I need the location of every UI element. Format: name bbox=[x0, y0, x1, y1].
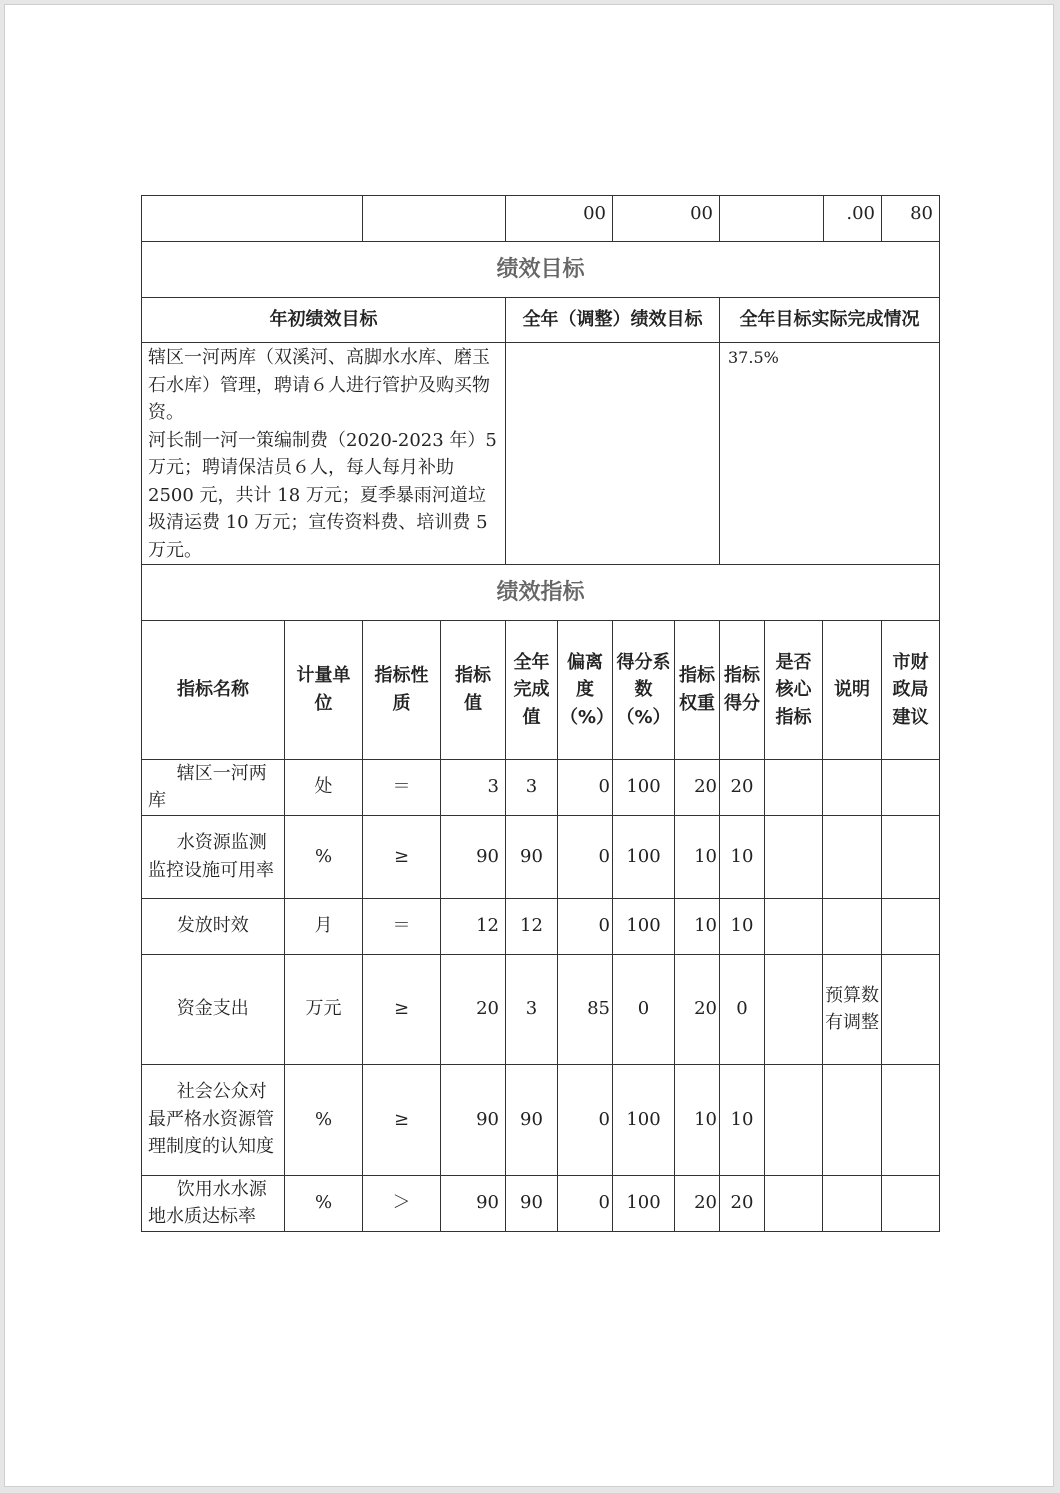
cell-indicator-name: 饮用水水源地水质达标率 bbox=[142, 1175, 285, 1231]
cell-advice bbox=[882, 759, 940, 815]
cell-score: 10 bbox=[720, 815, 765, 898]
cell-advice bbox=[882, 898, 940, 954]
cell-score: 20 bbox=[720, 759, 765, 815]
section-title-indicators: 绩效指标 bbox=[142, 565, 940, 621]
col-header-nature: 指标性质 bbox=[363, 621, 441, 759]
cont-cell-7: 80 bbox=[882, 196, 940, 242]
cont-cell-2 bbox=[363, 196, 506, 242]
cell-core-flag bbox=[765, 898, 823, 954]
cell-coefficient: 100 bbox=[613, 1175, 675, 1231]
cont-cell-1 bbox=[142, 196, 363, 242]
col-header-weight: 指标权重 bbox=[675, 621, 720, 759]
cell-done-value: 12 bbox=[506, 898, 558, 954]
table-row bbox=[142, 1064, 940, 1175]
cont-cell-3: 00 bbox=[506, 196, 613, 242]
cell-core-flag bbox=[765, 815, 823, 898]
cell-target-value: 20 bbox=[441, 954, 506, 1064]
cell-core-flag bbox=[765, 759, 823, 815]
cell-score: 10 bbox=[720, 1064, 765, 1175]
cell-deviation: 0 bbox=[558, 759, 613, 815]
cell-weight: 10 bbox=[675, 1064, 720, 1175]
goals-table bbox=[141, 195, 940, 621]
cell-target-value: 90 bbox=[441, 815, 506, 898]
col-header-advice: 市财政局建议 bbox=[882, 621, 940, 759]
cell-done-value: 90 bbox=[506, 1175, 558, 1231]
header-actual-completion: 全年目标实际完成情况 bbox=[720, 298, 940, 343]
continuation-row bbox=[142, 196, 940, 242]
col-header-deviation: 偏离度（%） bbox=[558, 621, 613, 759]
cell-unit: % bbox=[285, 1175, 363, 1231]
cell-score: 0 bbox=[720, 954, 765, 1064]
actual-completion-text: 37.5% bbox=[720, 343, 940, 565]
cell-score: 20 bbox=[720, 1175, 765, 1231]
cell-advice bbox=[882, 1064, 940, 1175]
col-header-score: 指标得分 bbox=[720, 621, 765, 759]
cell-advice bbox=[882, 954, 940, 1064]
table-row bbox=[142, 898, 940, 954]
cell-note bbox=[823, 1175, 882, 1231]
cell-coefficient: 100 bbox=[613, 898, 675, 954]
cell-coefficient: 100 bbox=[613, 815, 675, 898]
header-initial-goal: 年初绩效目标 bbox=[142, 298, 506, 343]
cell-indicator-name: 社会公众对最严格水资源管理制度的认知度 bbox=[142, 1064, 285, 1175]
cell-nature: ＝ bbox=[363, 898, 441, 954]
cell-advice bbox=[882, 815, 940, 898]
cont-cell-4: 00 bbox=[613, 196, 720, 242]
cell-deviation: 85 bbox=[558, 954, 613, 1064]
cell-deviation: 0 bbox=[558, 815, 613, 898]
cell-weight: 20 bbox=[675, 1175, 720, 1231]
table-row bbox=[142, 954, 940, 1064]
initial-goal-paragraph-1: 辖区一河两库（双溪河、高脚水水库、磨玉石水库）管理，聘请６人进行管护及购买物资。 bbox=[148, 347, 490, 423]
cell-note bbox=[823, 1064, 882, 1175]
cell-score: 10 bbox=[720, 898, 765, 954]
section-title-goals: 绩效目标 bbox=[142, 242, 940, 298]
cell-note bbox=[823, 815, 882, 898]
indicator-rows bbox=[142, 759, 940, 1231]
cell-indicator-name: 辖区一河两库 bbox=[142, 759, 285, 815]
cell-coefficient: 100 bbox=[613, 1064, 675, 1175]
cell-nature: ＝ bbox=[363, 759, 441, 815]
cont-cell-5 bbox=[720, 196, 824, 242]
cell-core-flag bbox=[765, 954, 823, 1064]
initial-goal-paragraph-2: 河长制一河一策编制费（2020-2023 年）5 万元；聘请保洁员６人，每人每月补助 2500 元，共计 18 万元；夏季暴雨河道垃圾清运费 10 万元；宣传资料费、培训费 5 万元。 bbox=[148, 429, 497, 561]
cell-unit: % bbox=[285, 1064, 363, 1175]
cell-unit: 万元 bbox=[285, 954, 363, 1064]
indicator-header-row bbox=[142, 621, 940, 759]
cell-target-value: 90 bbox=[441, 1175, 506, 1231]
cell-core-flag bbox=[765, 1175, 823, 1231]
cont-cell-6: .00 bbox=[824, 196, 882, 242]
table-row bbox=[142, 759, 940, 815]
cell-nature: ≥ bbox=[363, 954, 441, 1064]
adjusted-goal-text bbox=[506, 343, 720, 565]
cell-target-value: 3 bbox=[441, 759, 506, 815]
document-page bbox=[4, 4, 1054, 1487]
col-header-name: 指标名称 bbox=[142, 621, 285, 759]
cell-deviation: 0 bbox=[558, 898, 613, 954]
cell-target-value: 12 bbox=[441, 898, 506, 954]
cell-done-value: 90 bbox=[506, 815, 558, 898]
cell-note bbox=[823, 759, 882, 815]
cell-unit: % bbox=[285, 815, 363, 898]
cell-nature: ≥ bbox=[363, 1064, 441, 1175]
cell-weight: 10 bbox=[675, 815, 720, 898]
col-header-done: 全年完成值 bbox=[506, 621, 558, 759]
cell-note: 预算数有调整 bbox=[823, 954, 882, 1064]
cell-core-flag bbox=[765, 1064, 823, 1175]
cell-done-value: 3 bbox=[506, 759, 558, 815]
table-row bbox=[142, 815, 940, 898]
cell-coefficient: 100 bbox=[613, 759, 675, 815]
col-header-unit: 计量单位 bbox=[285, 621, 363, 759]
cell-unit: 处 bbox=[285, 759, 363, 815]
cell-note bbox=[823, 898, 882, 954]
table-row bbox=[142, 1175, 940, 1231]
cell-coefficient: 0 bbox=[613, 954, 675, 1064]
cell-nature: ≥ bbox=[363, 815, 441, 898]
cell-deviation: 0 bbox=[558, 1175, 613, 1231]
cell-weight: 20 bbox=[675, 954, 720, 1064]
cell-done-value: 3 bbox=[506, 954, 558, 1064]
cell-deviation: 0 bbox=[558, 1064, 613, 1175]
initial-goal-text bbox=[142, 343, 506, 565]
cell-indicator-name: 资金支出 bbox=[142, 954, 285, 1064]
cell-weight: 20 bbox=[675, 759, 720, 815]
cell-indicator-name: 水资源监测监控设施可用率 bbox=[142, 815, 285, 898]
header-adjusted-goal: 全年（调整）绩效目标 bbox=[506, 298, 720, 343]
cell-nature: ＞ bbox=[363, 1175, 441, 1231]
col-header-coefficient: 得分系数（%） bbox=[613, 621, 675, 759]
cell-unit: 月 bbox=[285, 898, 363, 954]
col-header-note: 说明 bbox=[823, 621, 882, 759]
cell-advice bbox=[882, 1175, 940, 1231]
cell-indicator-name: 发放时效 bbox=[142, 898, 285, 954]
indicators-table bbox=[141, 621, 940, 1232]
cell-done-value: 90 bbox=[506, 1064, 558, 1175]
cell-weight: 10 bbox=[675, 898, 720, 954]
cell-target-value: 90 bbox=[441, 1064, 506, 1175]
performance-table bbox=[141, 195, 939, 1232]
col-header-core: 是否核心指标 bbox=[765, 621, 823, 759]
col-header-value: 指标值 bbox=[441, 621, 506, 759]
